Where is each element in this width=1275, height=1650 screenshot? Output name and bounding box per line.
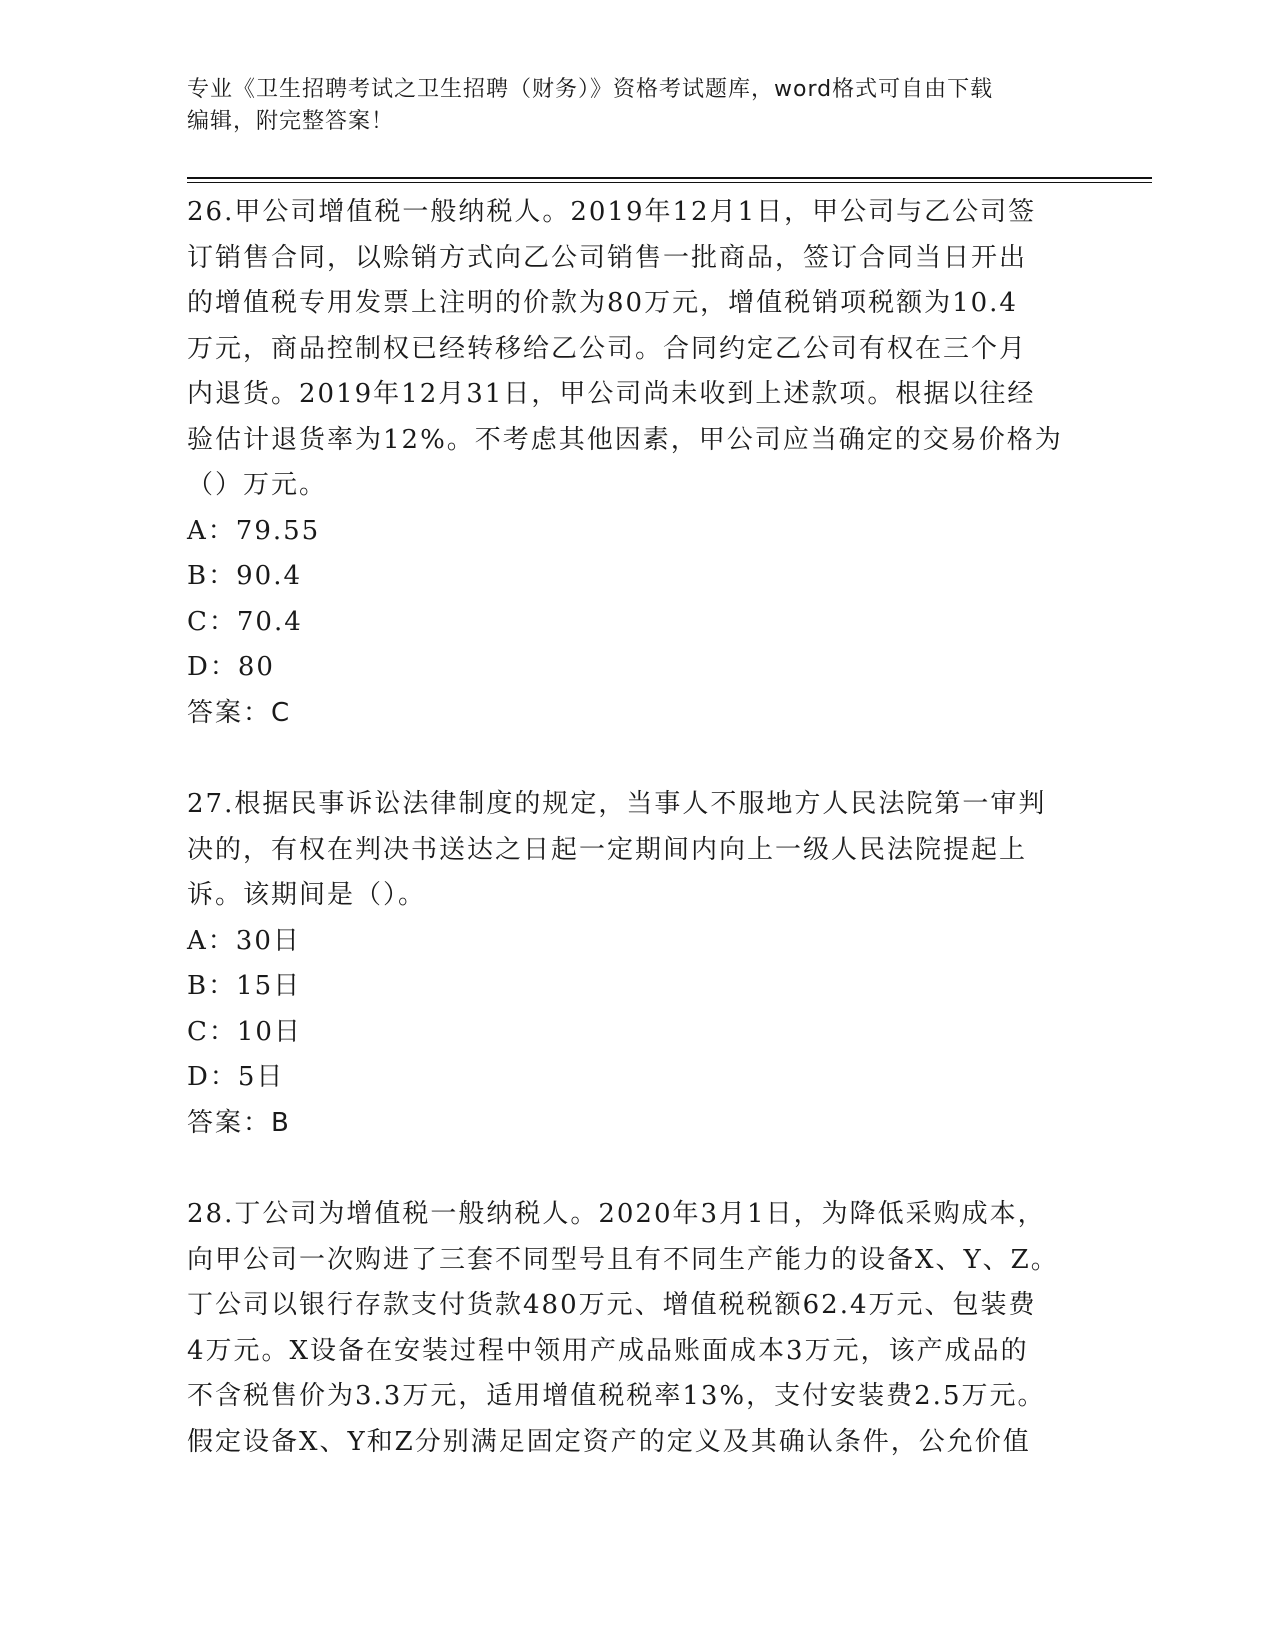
question-27 [187, 782, 1087, 1146]
header-rule-thin [187, 182, 1152, 183]
question-26-line-4: 万元，商品控制权已经转移给乙公司。合同约定乙公司有权在三个月 [187, 333, 1028, 364]
question-27-line-1: 27.根据民事诉讼法律制度的规定，当事人不服地方人民法院第一审判 [187, 789, 1047, 819]
question-26-option-a: A：79.55 [187, 515, 321, 546]
question-26-option-d: D：80 [187, 652, 275, 682]
page-header [187, 74, 1067, 138]
question-26-line-6: 验估计退货率为12%。不考虑其他因素，甲公司应当确定的交易价格为 [187, 424, 1063, 455]
question-28-line-2: 向甲公司一次购进了三套不同型号且有不同生产能力的设备X、Y、Z。 [187, 1244, 1059, 1275]
question-27-option-c: C：10日 [187, 1016, 302, 1047]
question-27-answer: 答案：B [187, 1107, 291, 1138]
question-28-line-1: 28.丁公司为增值税一般纳税人。2020年3月1日，为降低采购成本， [187, 1199, 1046, 1229]
question-27-option-d: D：5日 [187, 1062, 285, 1092]
question-list [187, 190, 1087, 1465]
question-28-line-3: 丁公司以银行存款支付货款480万元、增值税税额62.4万元、包装费 [187, 1290, 1037, 1320]
question-28-line-5: 不含税售价为3.3万元，适用增值税税率13%，支付安装费2.5万元。 [187, 1381, 1046, 1411]
question-27-option-b: B：15日 [187, 971, 302, 1001]
question-26-line-2: 订销售合同，以赊销方式向乙公司销售一批商品，签订合同当日开出 [187, 242, 1028, 273]
question-spacer [187, 1146, 1087, 1192]
question-26 [187, 190, 1087, 736]
question-28 [187, 1192, 1087, 1465]
question-26-option-c: C：70.4 [187, 606, 303, 637]
question-26-line-5: 内退货。2019年12月31日，甲公司尚未收到上述款项。根据以往经 [187, 379, 1036, 409]
question-28-line-6: 假定设备X、Y和Z分别满足固定资产的定义及其确认条件，公允价值 [187, 1426, 1031, 1457]
question-26-option-b: B：90.4 [187, 561, 302, 591]
header-rule-thick [187, 177, 1152, 179]
header-line-1: 专业《卫生招聘考试之卫生招聘（财务）》资格考试题库，word格式可自由下载 [187, 77, 994, 102]
question-26-line-7: （）万元。 [187, 470, 328, 500]
question-26-answer: 答案：C [187, 697, 292, 728]
question-28-line-4: 4万元。X设备在安装过程中领用产成品账面成本3万元，该产成品的 [187, 1335, 1029, 1366]
question-26-line-1: 26.甲公司增值税一般纳税人。2019年12月1日，甲公司与乙公司签 [187, 197, 1037, 227]
question-spacer [187, 736, 1087, 782]
question-27-option-a: A：30日 [187, 925, 301, 956]
question-27-line-2: 决的，有权在判决书送达之日起一定期间内向上一级人民法院提起上 [187, 834, 1028, 865]
header-line-2: 编辑，附完整答案！ [187, 109, 395, 134]
question-26-line-3: 的增值税专用发票上注明的价款为80万元，增值税销项税额为10.4 [187, 288, 1018, 318]
question-27-line-3: 诉。该期间是（）。 [187, 880, 427, 910]
